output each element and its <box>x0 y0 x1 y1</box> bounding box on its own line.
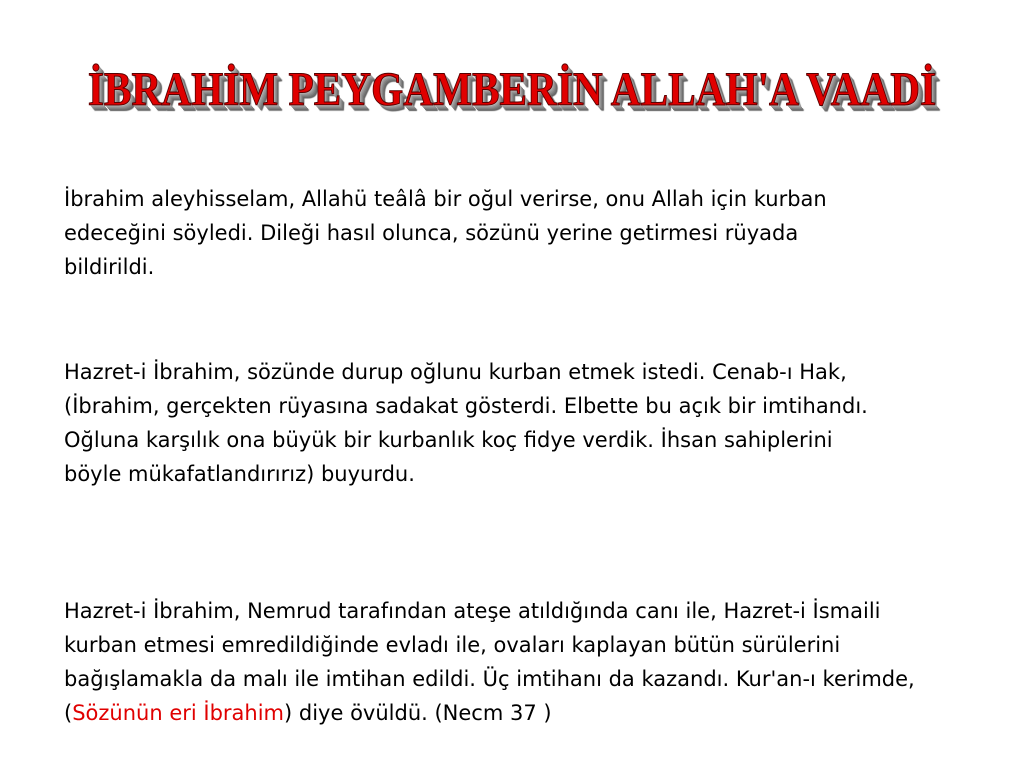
paragraph-sacrifice: Hazret-i İbrahim, sözünde durup oğlunu kurban etmek istedi. Cenab-ı Hak, (İbrahim, gerçekten rüyasına sadakat gösterdi. Elbette bu açık bir imtihandı. Oğluna karşılık ona büyük bir kurbanlık koç fidye verdik. İhsan sahiplerini böyle mükafatlandırırız) buyurdu. <box>64 360 868 486</box>
highlight-quote: Sözünün eri İbrahim <box>72 701 285 725</box>
paragraph-trials-after: ) diye övüldü. (Necm 37 ) <box>284 701 552 725</box>
paragraph-trials-before: Hazret-i İbrahim, Nemrud tarafından ateşe atıldığında canı ile, Hazret-i İsmaili kurban etmesi emredildiğinde evladı ile, ovaları kaplayan bütün sürülerini bağışlamakla da malı ile imtihan edildi. Üç imtihanı da kazandı. Kur'an-ı kerimde,( <box>64 599 915 725</box>
paragraph-trials <box>64 594 934 730</box>
slide-title: İBRAHİM PEYGAMBERİN ALLAH'A VAADİ <box>87 63 937 116</box>
paragraph-vow: İbrahim aleyhisselam, Allahü teâlâ bir oğul verirse, onu Allah için kurban edeceğini söyledi. Dileği hasıl olunca, sözünü yerine getirmesi rüyada bildirildi. <box>64 187 827 279</box>
